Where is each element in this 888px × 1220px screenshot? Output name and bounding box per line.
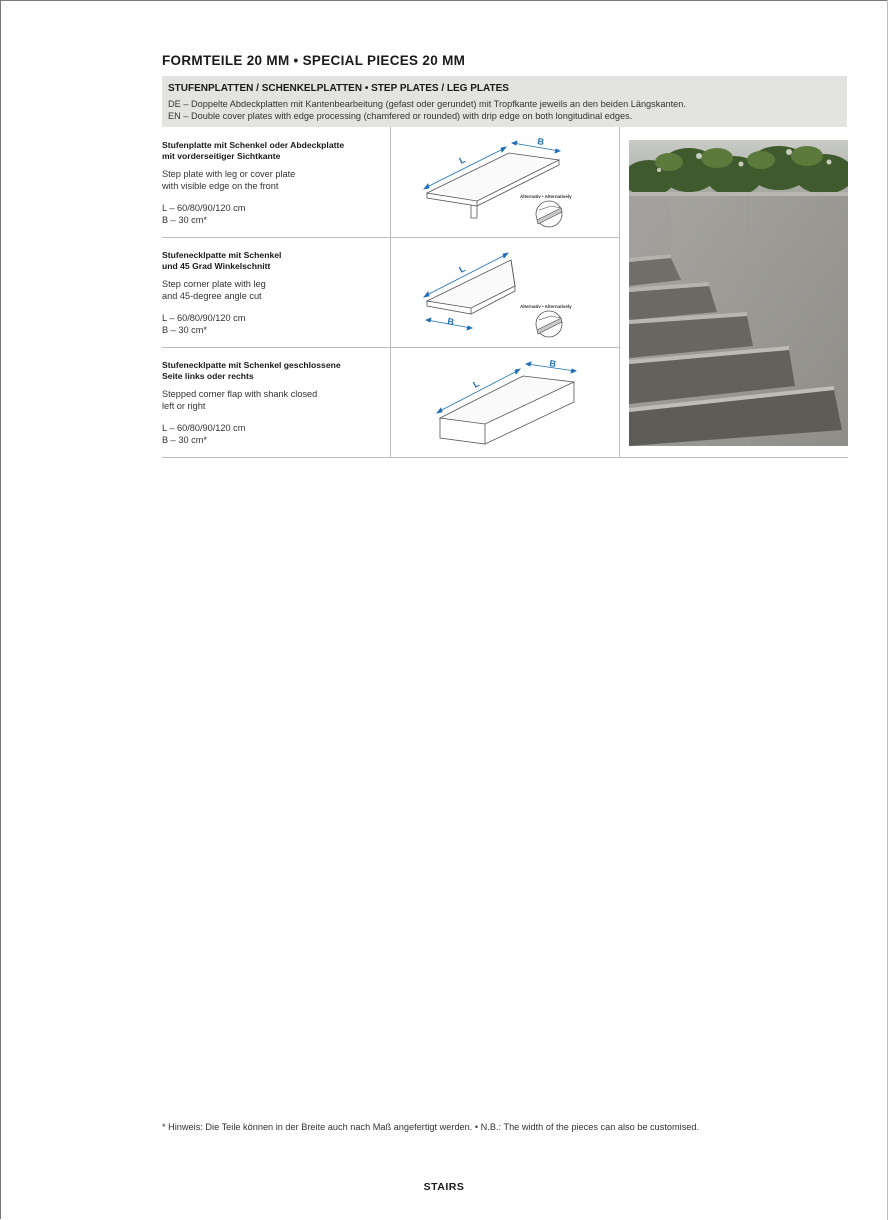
product-dimensions [162, 202, 390, 226]
product-title-line: Stufenecklpatte mit Schenkel geschlossene [162, 360, 341, 370]
stairs-photo [629, 140, 848, 446]
label-width: B [446, 316, 455, 328]
label-width: B [548, 358, 557, 370]
edge-detail-icon [536, 311, 562, 337]
column-divider [619, 127, 620, 458]
product-row [162, 360, 390, 446]
alternative-label: Alternativ • Alternatively [520, 194, 572, 199]
description-en: EN – Double cover plates with edge processing (chamfered or rounded) with drip edge on both longitudinal edges. [168, 111, 633, 121]
product-title-line: Stufenecklpatte mit Schenkel [162, 250, 282, 260]
product-subtitle [162, 278, 390, 302]
product-title-line: mit vorderseitiger Sichtkante [162, 151, 281, 161]
step-plate-drawing [391, 128, 619, 238]
product-subtitle-line: with visible edge on the front [162, 181, 279, 191]
product-title [162, 360, 390, 382]
product-dimensions [162, 422, 390, 446]
closed-corner-flap-drawing [391, 348, 619, 458]
dimension-length: L – 60/80/90/120 cm [162, 203, 246, 213]
page-footer: STAIRS [423, 1181, 465, 1193]
label-width: B [536, 136, 545, 148]
product-row [162, 140, 390, 226]
product-title [162, 140, 390, 162]
product-subtitle-line: Step plate with leg or cover plate [162, 169, 296, 179]
dimension-width: B – 30 cm* [162, 325, 207, 335]
dimension-length: L – 60/80/90/120 cm [162, 313, 246, 323]
edge-detail-icon [536, 201, 562, 227]
product-dimensions [162, 312, 390, 336]
product-subtitle-line: Step corner plate with leg [162, 279, 266, 289]
label-length: L [457, 263, 467, 275]
product-subtitle [162, 168, 390, 192]
section-heading: STUFENPLATTEN / SCHENKELPLATTEN • STEP PLATES / LEG PLATES [168, 83, 509, 94]
footnote: * Hinweis: Die Teile können in der Breite auch nach Maß angefertigt werden. • N.B.: The width of the pieces can also be customised. [162, 1122, 700, 1132]
product-title [162, 250, 390, 272]
product-subtitle [162, 388, 390, 412]
product-subtitle-line: and 45-degree angle cut [162, 291, 262, 301]
alternative-label: Alternativ • Alternatively [520, 304, 572, 309]
dimension-length: L – 60/80/90/120 cm [162, 423, 246, 433]
page-title: FORMTEILE 20 MM • SPECIAL PIECES 20 MM [162, 53, 466, 68]
dimension-width: B – 30 cm* [162, 215, 207, 225]
product-title-line: Seite links oder rechts [162, 371, 254, 381]
product-subtitle-line: Stepped corner flap with shank closed [162, 389, 318, 399]
label-length: L [471, 378, 481, 390]
section-banner [162, 76, 847, 127]
label-length: L [457, 154, 467, 166]
corner-plate-drawing [391, 238, 619, 348]
product-title-line: Stufenplatte mit Schenkel oder Abdeckplatte [162, 140, 345, 150]
product-subtitle-line: left or right [162, 401, 206, 411]
product-row [162, 250, 390, 336]
product-title-line: und 45 Grad Winkelschnitt [162, 261, 271, 271]
dimension-width: B – 30 cm* [162, 435, 207, 445]
description-de: DE – Doppelte Abdeckplatten mit Kantenbearbeitung (gefast oder gerundet) mit Tropfkante jeweils an den beiden Längskanten. [168, 99, 686, 109]
